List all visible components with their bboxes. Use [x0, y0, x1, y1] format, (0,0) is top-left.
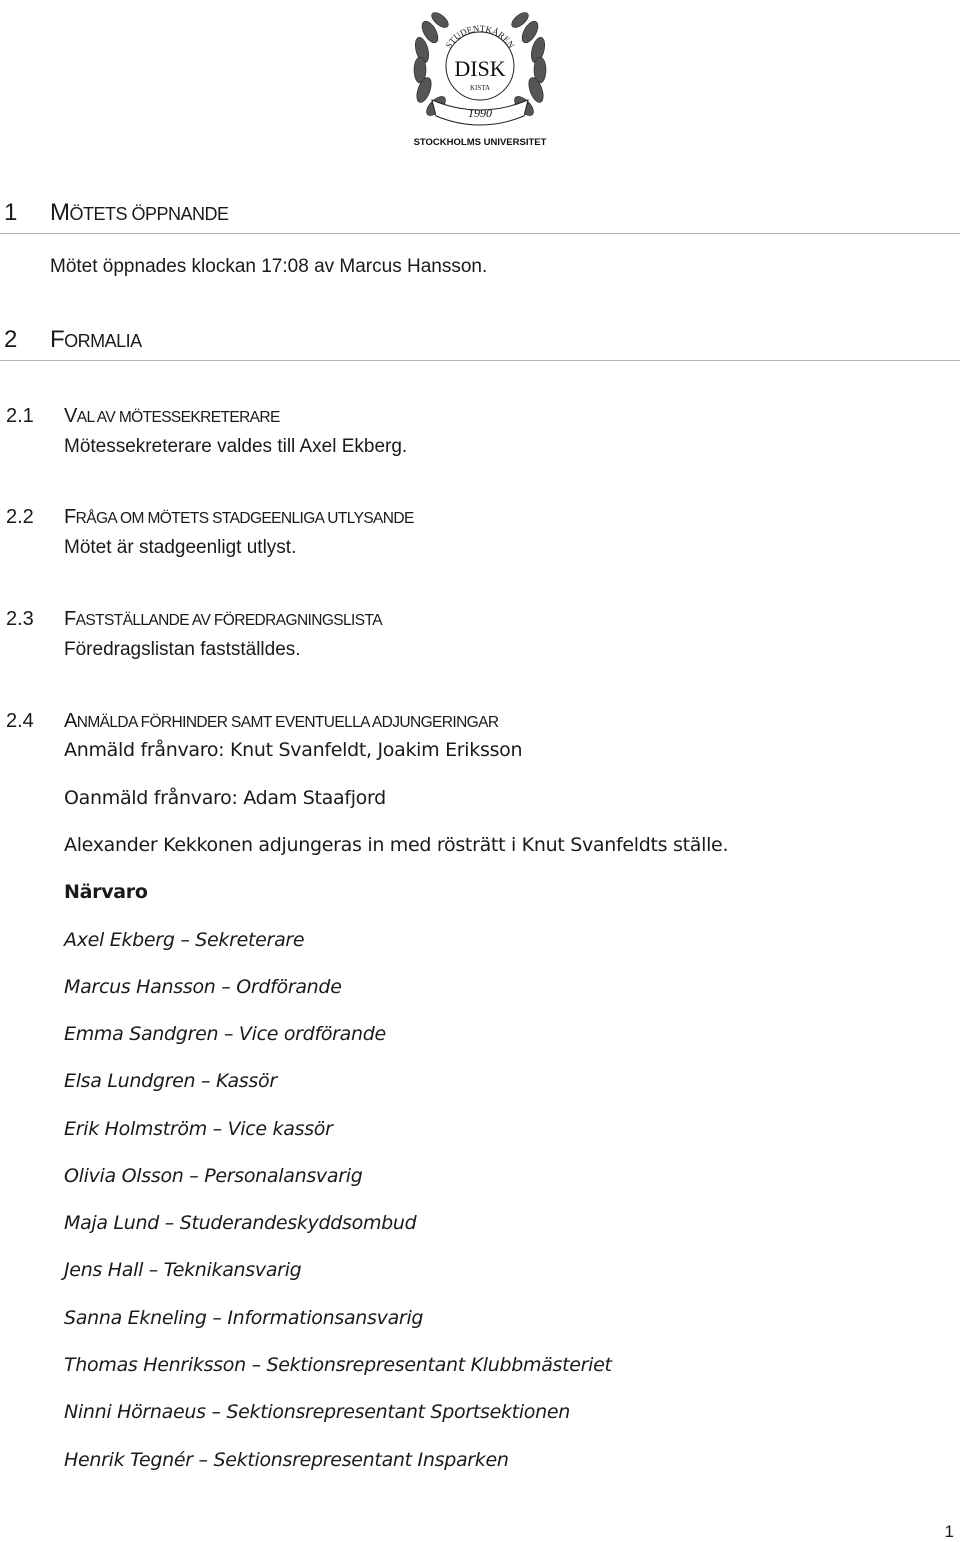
- subsection-text: Mötet är stadgeenligt utlyst.: [64, 537, 297, 558]
- attendee: Jens Hall – Teknikansvarig: [64, 1259, 302, 1281]
- attendee: Ninni Hörnaeus – Sektionsrepresentant Sportsektionen: [64, 1401, 571, 1423]
- disk-logo: [400, 2, 560, 152]
- subsection-number: 2.4: [6, 710, 34, 732]
- absence-unreported: Oanmäld frånvaro: Adam Staafjord: [64, 787, 386, 809]
- page-number: 1: [944, 1522, 954, 1541]
- attendee: Elsa Lundgren – Kassör: [64, 1070, 277, 1092]
- section-title: FORMALIA: [50, 326, 142, 353]
- attendee: Emma Sandgren – Vice ordförande: [64, 1023, 386, 1045]
- attendee: Sanna Ekneling – Informationsansvarig: [64, 1307, 424, 1329]
- attendee: Marcus Hansson – Ordförande: [64, 976, 342, 998]
- subsection-number: 2.2: [6, 506, 34, 528]
- section-number: 2: [4, 326, 18, 353]
- subsection-title: FASTSTÄLLANDE AV FÖREDRAGNINGSLISTA: [64, 608, 382, 630]
- subsection-text: Mötessekreterare valdes till Axel Ekberg.: [64, 436, 408, 457]
- section-divider: [0, 360, 960, 361]
- svg-text:STUDENTKÅREN: STUDENTKÅREN: [443, 23, 517, 51]
- subsection-number: 2.1: [6, 405, 34, 427]
- absence-reported: Anmäld frånvaro: Knut Svanfeldt, Joakim Eriksson: [64, 739, 523, 761]
- logo-name: DISK: [454, 56, 506, 81]
- section-title: MÖTETS ÖPPNANDE: [50, 199, 229, 226]
- logo-university: STOCKHOLMS UNIVERSITET: [413, 137, 547, 148]
- section-divider: [0, 233, 960, 234]
- laurel-wreath-icon: [400, 2, 560, 152]
- attendee: Olivia Olsson – Personalansvarig: [64, 1165, 363, 1187]
- attendee: Maja Lund – Studerandeskyddsombud: [64, 1212, 417, 1234]
- attendee: Erik Holmström – Vice kassör: [64, 1118, 333, 1140]
- subsection-text: Föredragslistan fastställdes.: [64, 639, 301, 660]
- section-number: 1: [4, 199, 18, 226]
- subsection-number: 2.3: [6, 608, 34, 630]
- logo-year: 1990: [468, 106, 492, 120]
- attendee: Henrik Tegnér – Sektionsrepresentant Insparken: [64, 1449, 509, 1471]
- attendance-heading: Närvaro: [64, 881, 148, 903]
- subsection-title: ANMÄLDA FÖRHINDER SAMT EVENTUELLA ADJUNGERINGAR: [64, 710, 499, 732]
- attendee: Axel Ekberg – Sekreterare: [64, 929, 305, 951]
- adjunct-note: Alexander Kekkonen adjungeras in med rösträtt i Knut Svanfeldts ställe.: [64, 834, 729, 856]
- attendee: Thomas Henriksson – Sektionsrepresentant Klubbmästeriet: [64, 1354, 612, 1376]
- subsection-title: VAL AV MÖTESSEKRETERARE: [64, 405, 280, 427]
- section-text: Mötet öppnades klockan 17:08 av Marcus Hansson.: [50, 256, 488, 277]
- logo-place: KISTA: [469, 84, 491, 92]
- subsection-title: FRÅGA OM MÖTETS STADGEENLIGA UTLYSANDE: [64, 506, 414, 528]
